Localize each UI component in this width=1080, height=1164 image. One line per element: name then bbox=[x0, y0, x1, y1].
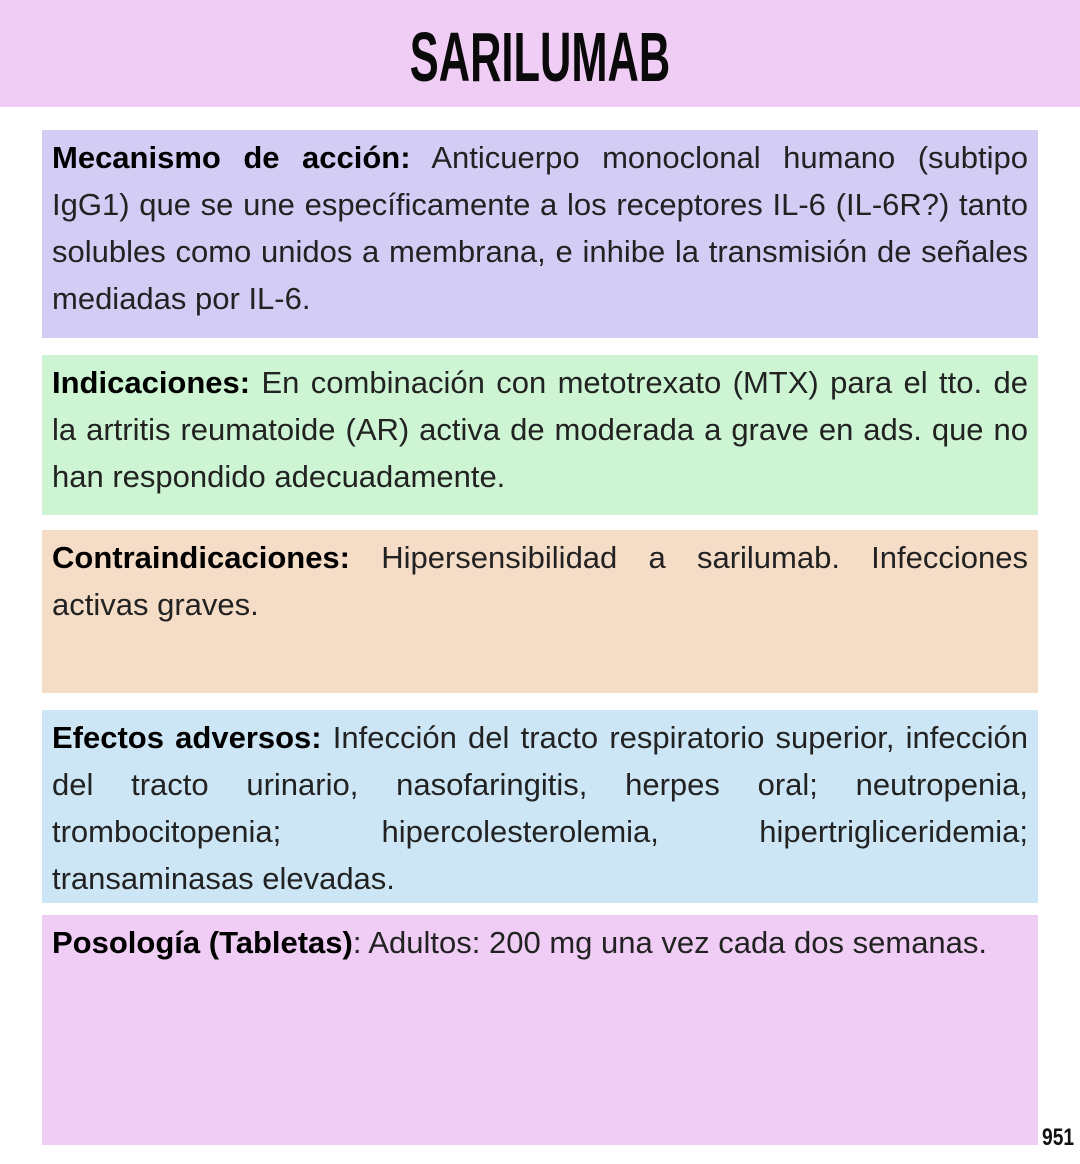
page-title: SARILUMAB bbox=[409, 17, 671, 96]
section-efectos-adversos bbox=[42, 710, 1038, 903]
section-label: Indicaciones: bbox=[52, 365, 251, 400]
section-indicaciones bbox=[42, 355, 1038, 515]
section-text: : Adultos: 200 mg una vez cada dos semanas. bbox=[352, 925, 988, 960]
section-text: Infección del tracto respiratorio superior, infección del tracto urinario, nasofaringitis, herpes oral; neutropenia, trombocitopenia; hipercolesterolemia, hipertrigliceridemia; transaminasas elevadas. bbox=[52, 720, 1028, 896]
title-banner bbox=[0, 0, 1080, 107]
section-label: Posología (Tabletas) bbox=[52, 925, 353, 960]
section-label: Efectos adversos: bbox=[52, 720, 322, 755]
section-mecanismo-de-accion bbox=[42, 130, 1038, 338]
page-number: 951 bbox=[1041, 1124, 1074, 1151]
section-contraindicaciones bbox=[42, 530, 1038, 693]
section-label: Contraindicaciones: bbox=[52, 540, 350, 575]
section-label: Mecanismo de acción: bbox=[52, 140, 411, 175]
section-text: Hipersensibilidad a sarilumab. Infecciones activas graves. bbox=[52, 540, 1028, 622]
section-text: Anticuerpo monoclonal humano (subtipo IgG1) que se une específicamente a los receptores IL-6 (IL-6R?) tanto solubles como unidos a membrana, e inhibe la transmisión de señales mediadas por IL-6. bbox=[52, 140, 1028, 316]
section-text: En combinación con metotrexato (MTX) para el tto. de la artritis reumatoide (AR) activa de moderada a grave en ads. que no han respondido adecuadamente. bbox=[52, 365, 1028, 494]
section-posologia bbox=[42, 915, 1038, 1145]
